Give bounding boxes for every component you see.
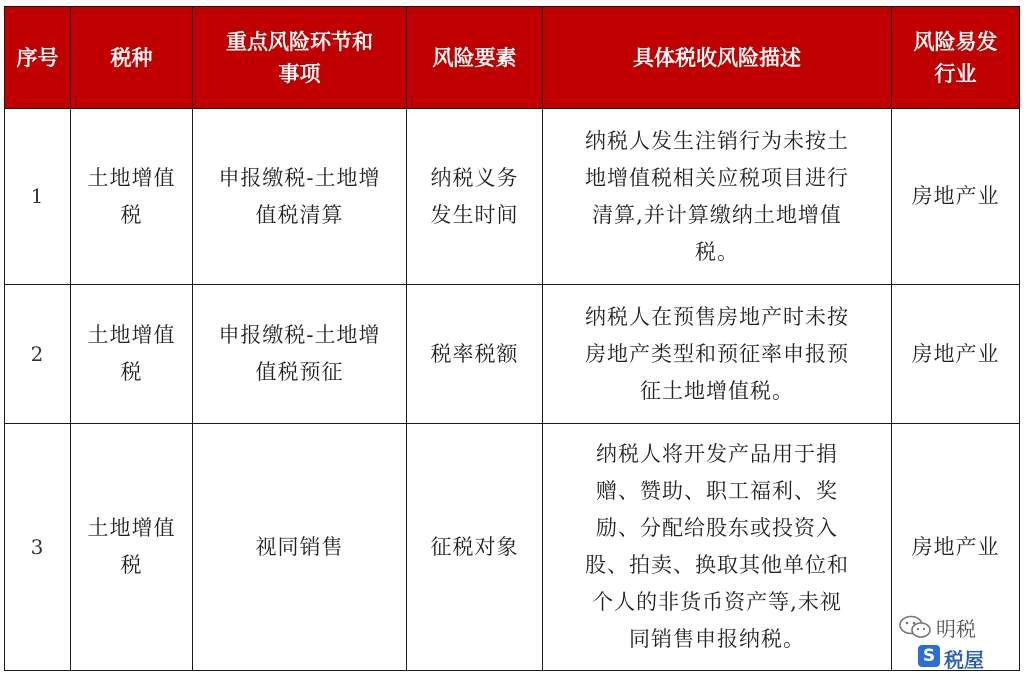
table-row <box>5 424 1020 671</box>
cell-industry: 房地产业 <box>892 109 1020 285</box>
cell-industry: 房地产业 <box>892 424 1020 671</box>
cell-link: 视同销售 <box>193 424 407 671</box>
watermark-top-text: 明税 <box>936 617 976 641</box>
cell-num: 1 <box>5 109 71 285</box>
cell-element: 征税对象 <box>407 424 543 671</box>
cell-element: 纳税义务 发生时间 <box>407 109 543 285</box>
cell-tax: 土地增值 税 <box>71 424 193 671</box>
table-row <box>5 109 1020 285</box>
wechat-icon <box>898 615 932 639</box>
cell-num: 2 <box>5 285 71 424</box>
cell-num: 3 <box>5 424 71 671</box>
header-cell-desc: 具体税收风险描述 <box>543 7 892 109</box>
table-container <box>4 6 1020 671</box>
watermark-bottom-text: 税屋 <box>944 648 984 672</box>
cell-desc: 纳税人将开发产品用于捐 赠、赞助、职工福利、奖 励、分配给股东或投资入 股、拍卖、换取其他单位和 个人的非货币资产等,未视 同销售申报纳税。 <box>543 424 892 671</box>
header-cell-tax: 税种 <box>71 7 193 109</box>
cell-element: 税率税额 <box>407 285 543 424</box>
header-cell-num: 序号 <box>5 7 71 109</box>
cell-link: 申报缴税-土地增 值税预征 <box>193 285 407 424</box>
header-cell-element: 风险要素 <box>407 7 543 109</box>
header-row <box>5 7 1020 109</box>
header-cell-link: 重点风险环节和 事项 <box>193 7 407 109</box>
table-row <box>5 285 1020 424</box>
logo-icon: S <box>918 645 940 667</box>
tax-risk-table <box>4 6 1020 671</box>
cell-tax: 土地增值 税 <box>71 109 193 285</box>
watermark <box>898 611 998 671</box>
cell-desc: 纳税人在预售房地产时未按 房地产类型和预征率申报预 征土地增值税。 <box>543 285 892 424</box>
cell-desc: 纳税人发生注销行为未按土 地增值税相关应税项目进行 清算,并计算缴纳土地增值 税。 <box>543 109 892 285</box>
cell-link: 申报缴税-土地增 值税清算 <box>193 109 407 285</box>
header-cell-industry: 风险易发 行业 <box>892 7 1020 109</box>
cell-tax: 土地增值 税 <box>71 285 193 424</box>
cell-industry: 房地产业 <box>892 285 1020 424</box>
